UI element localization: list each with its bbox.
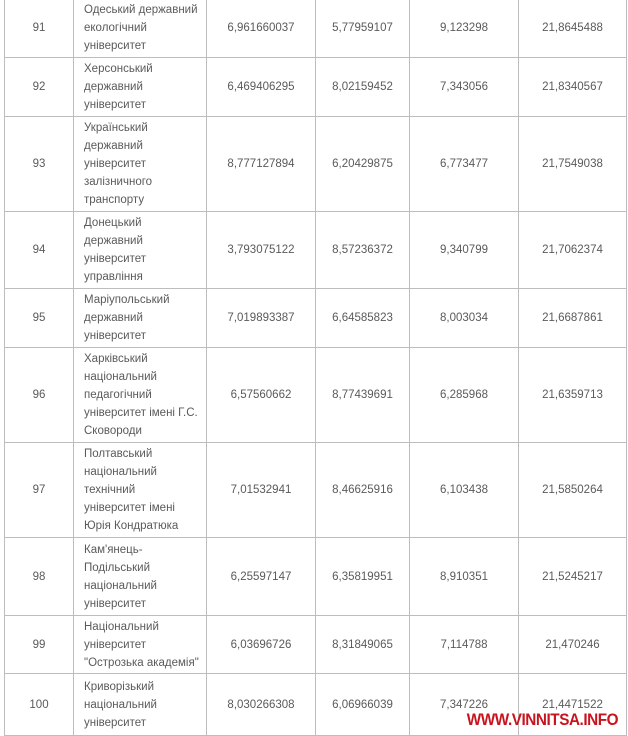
ranking-table-body (5, 0, 627, 736)
university-name-cell: Одеський державний екологічний університет (74, 0, 207, 58)
university-name-cell: Кам'янець-Подільський національний університет (74, 538, 207, 616)
rank-cell: 97 (5, 443, 74, 538)
score-3-cell: 9,340799 (410, 212, 519, 289)
rank-cell: 93 (5, 117, 74, 212)
score-1-cell: 6,25597147 (207, 538, 316, 616)
table-row (5, 616, 627, 674)
score-2-cell: 5,77959107 (316, 0, 410, 58)
university-name-cell: Харківський національний педагогічний університет імені Г.С. Сковороди (74, 348, 207, 443)
university-name-cell: Донецький державний університет управління (74, 212, 207, 289)
university-name-cell: Маріупольський державний університет (74, 289, 207, 348)
rank-cell: 94 (5, 212, 74, 289)
score-1-cell: 7,019893387 (207, 289, 316, 348)
table-row (5, 289, 627, 348)
rank-cell: 100 (5, 674, 74, 736)
score-2-cell: 8,46625916 (316, 443, 410, 538)
rank-cell: 96 (5, 348, 74, 443)
score-2-cell: 6,20429875 (316, 117, 410, 212)
score-1-cell: 6,469406295 (207, 58, 316, 117)
rank-cell: 91 (5, 0, 74, 58)
university-name-cell: Криворізький національний університет (74, 674, 207, 736)
total-score-cell: 21,7549038 (519, 117, 627, 212)
score-3-cell: 8,910351 (410, 538, 519, 616)
table-row (5, 538, 627, 616)
total-score-cell: 21,7062374 (519, 212, 627, 289)
table-row (5, 117, 627, 212)
table-row (5, 443, 627, 538)
rank-cell: 98 (5, 538, 74, 616)
total-score-cell: 21,6687861 (519, 289, 627, 348)
university-name-cell: Полтавський національний технічний університет імені Юрія Кондратюка (74, 443, 207, 538)
total-score-cell: 21,5245217 (519, 538, 627, 616)
score-1-cell: 6,57560662 (207, 348, 316, 443)
table-row (5, 58, 627, 117)
total-score-cell: 21,5850264 (519, 443, 627, 538)
score-1-cell: 7,01532941 (207, 443, 316, 538)
score-1-cell: 3,793075122 (207, 212, 316, 289)
score-2-cell: 6,06966039 (316, 674, 410, 736)
score-3-cell: 6,103438 (410, 443, 519, 538)
university-name-cell: Національний університет "Острозька академія" (74, 616, 207, 674)
score-3-cell: 7,343056 (410, 58, 519, 117)
ranking-table (4, 0, 627, 736)
score-2-cell: 6,35819951 (316, 538, 410, 616)
table-row (5, 348, 627, 443)
rank-cell: 99 (5, 616, 74, 674)
table-row (5, 0, 627, 58)
total-score-cell: 21,470246 (519, 616, 627, 674)
total-score-cell: 21,6359713 (519, 348, 627, 443)
university-name-cell: Херсонський державний університет (74, 58, 207, 117)
score-1-cell: 6,03696726 (207, 616, 316, 674)
rank-cell: 95 (5, 289, 74, 348)
score-3-cell: 7,347226 (410, 674, 519, 736)
total-score-cell: 21,4471522 (519, 674, 627, 736)
score-2-cell: 8,31849065 (316, 616, 410, 674)
score-2-cell: 6,64585823 (316, 289, 410, 348)
score-3-cell: 6,285968 (410, 348, 519, 443)
score-3-cell: 9,123298 (410, 0, 519, 58)
score-2-cell: 8,77439691 (316, 348, 410, 443)
score-1-cell: 8,030266308 (207, 674, 316, 736)
score-2-cell: 8,57236372 (316, 212, 410, 289)
score-3-cell: 7,114788 (410, 616, 519, 674)
site-watermark: WWW.VINNITSA.INFO (466, 710, 618, 729)
score-1-cell: 8,777127894 (207, 117, 316, 212)
total-score-cell: 21,8645488 (519, 0, 627, 58)
score-1-cell: 6,961660037 (207, 0, 316, 58)
total-score-cell: 21,8340567 (519, 58, 627, 117)
rank-cell: 92 (5, 58, 74, 117)
score-3-cell: 8,003034 (410, 289, 519, 348)
score-3-cell: 6,773477 (410, 117, 519, 212)
university-name-cell: Український державний університет залізничного транспорту (74, 117, 207, 212)
table-row (5, 212, 627, 289)
score-2-cell: 8,02159452 (316, 58, 410, 117)
